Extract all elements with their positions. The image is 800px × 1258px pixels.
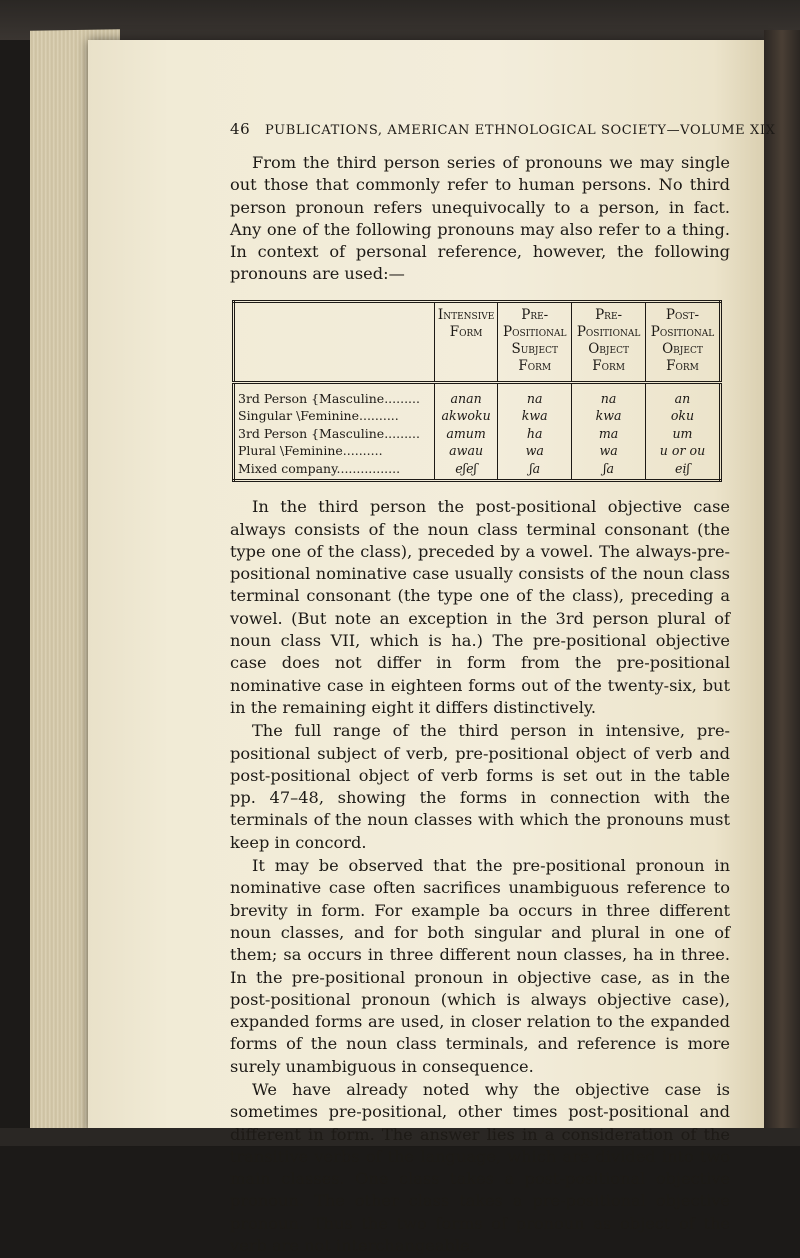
row-label: Mixed company................	[238, 460, 401, 476]
table-cell: u or ou	[645, 442, 720, 460]
table-cell: ʃa	[498, 460, 572, 481]
table-cell: an	[645, 382, 720, 407]
table-cell: ʃa	[572, 460, 646, 481]
table-cell: ma	[572, 425, 646, 443]
table-cell: amum	[435, 425, 498, 443]
row-label: Singular \Feminine..........	[238, 408, 399, 424]
column-header: Pre-Positional Subject Form	[498, 301, 572, 382]
table-row	[234, 382, 721, 407]
column-header: Pre-Positional Object Form	[572, 301, 646, 382]
table-cell: kwa	[498, 407, 572, 425]
pronoun-table	[232, 300, 722, 483]
table-cell: anan	[435, 382, 498, 407]
table-cell: na	[572, 382, 646, 407]
book-cover-top	[0, 0, 800, 40]
column-header: Post-Positional Object Form	[645, 301, 720, 382]
table-cell: oku	[645, 407, 720, 425]
book-cover-right	[764, 30, 800, 1140]
body-paragraph: It may be observed that the pre-positional pronoun in nominative case often sacrifices unambiguous reference to brevity in form. For example ba occurs in three different noun classes, and for both singular and plural in one of them; sa occurs in three different noun classes, ha in three. In the pre-positional pronoun in objective case, as in the post-positional pronoun (which is always objective case), expanded forms are used, in closer relation to the expanded forms of the noun class terminals, and reference is more surely unambiguous in consequence.	[230, 856, 730, 1076]
page-number: 46	[230, 120, 251, 138]
table-cell: wa	[498, 442, 572, 460]
table-row	[234, 442, 721, 460]
intro-paragraph: From the third person series of pronouns we may single out those that commonly refer to human persons. No third person pronoun refers unequivocally to a person, in fact. Any one of the following pronouns may also refer to a thing. In context of personal reference, however, the following pronouns are used:—	[230, 153, 730, 284]
page-text	[230, 120, 776, 1258]
running-header	[230, 120, 776, 138]
table-corner-cell	[234, 301, 435, 382]
table-cell: ha	[498, 425, 572, 443]
table-cell: eʃeʃ	[435, 460, 498, 481]
table-row	[234, 460, 721, 481]
table-header-row	[234, 301, 721, 382]
table-cell: na	[498, 382, 572, 407]
body-paragraph: We have already noted why the objective case is sometimes pre-positional, other times post-positional and different in form. The answer lies in a consideration of the transitive verbs of the language, which are divided into two main classes. One class takes a post-positional objective pronoun. The other class takes a pre-positional objective pronoun. Thus the two forms of pronoun as object of the verb are not interchangeable,	[230, 1080, 730, 1256]
row-label: 3rd Person {Masculine.........	[238, 425, 420, 441]
table-row	[234, 425, 721, 443]
table-cell: um	[645, 425, 720, 443]
table-cell: eiʃ	[645, 460, 720, 481]
running-title: PUBLICATIONS, AMERICAN ETHNOLOGICAL SOCIETY—VOLUME XIX	[265, 123, 776, 138]
table-cell: awau	[435, 442, 498, 460]
row-label: Plural \Feminine..........	[238, 443, 383, 459]
row-label: 3rd Person {Masculine.........	[238, 390, 420, 406]
table-cell: kwa	[572, 407, 646, 425]
column-header: Intensive Form	[435, 301, 498, 382]
body-paragraph: In the third person the post-positional objective case always consists of the noun class terminal consonant (the type one of the class), preceded by a vowel. The always-pre-positional nominative case usually consists of the noun class terminal consonant (the type one of the class), preceding a vowel. (But note an exception in the 3rd person plural of noun class VII, which is ha.) The pre-positional objective case does not differ in form from the pre-positional nominative case in eighteen forms out of the twenty-six, but in the remaining eight it differs distinctively.	[230, 497, 730, 717]
table-cell: wa	[572, 442, 646, 460]
table-row	[234, 407, 721, 425]
table-cell: akwoku	[435, 407, 498, 425]
body-paragraph: The full range of the third person in intensive, pre-positional subject of verb, pre-positional object of verb and post-positional object of verb forms is set out in the table pp. 47–48, showing the forms in connection with the terminals of the noun classes with which the pronouns must keep in concord.	[230, 721, 730, 852]
